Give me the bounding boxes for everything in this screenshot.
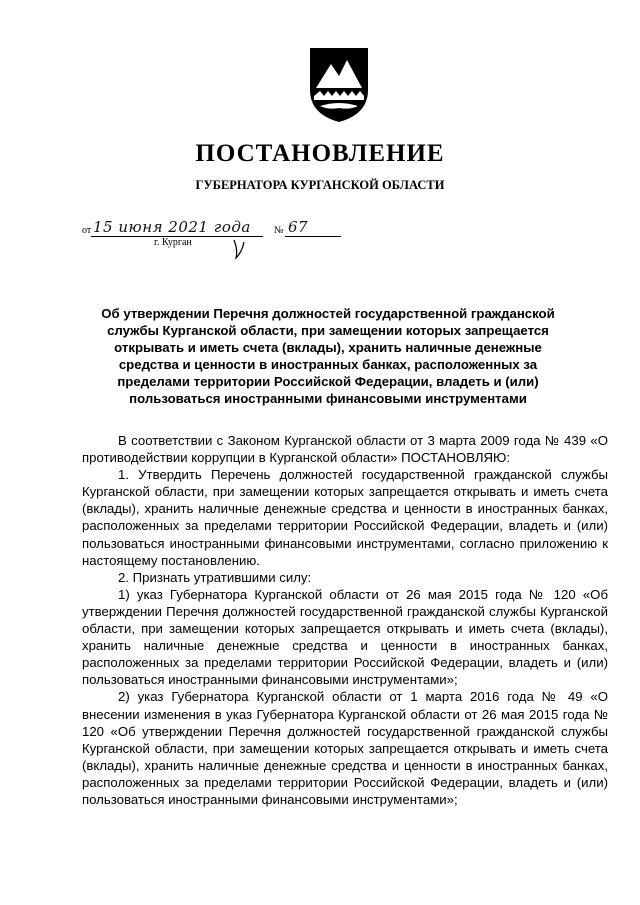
paragraph-subitem-2: 2) указ Губернатора Курганской области от 1 марта 2016 года № 49 «О внесении изменения в указ Губернатора Курганской области от 26 мая 2015 года № 120 «Об утверждении Перечня должностей государственной гражданской службы Курганской области, при замещении которых запрещается открывать и иметь счета (вклады), хранить наличные денежные средства и ценности в иностранных банках, расположенных за пределами территории Российской Федерации, владеть и (или) пользоваться иностранными финансовыми инструментами»;: [82, 689, 608, 807]
handwritten-date: 15 июня 2021 года: [93, 218, 251, 236]
document-heading: Об утверждении Перечня должностей государственной гражданской службы Курганской области, при замещении которых запрещается открывать и иметь счета (вклады), хранить наличные денежные средства и ценности в иностранных банках, расположенных за пределами территории Российской Федерации, владеть и (или) пользоваться иностранными финансовыми инструментами: [101, 306, 555, 406]
document-body: [82, 432, 608, 808]
number-label: №: [274, 225, 284, 236]
date-number-line: [82, 218, 362, 258]
paragraph-item-2: 2. Признать утратившими силу:: [118, 569, 312, 585]
page-subtitle: ГУБЕРНАТОРА КУРГАНСКОЙ ОБЛАСТИ: [195, 178, 445, 192]
paragraph-item-1: 1. Утвердить Перечень должностей государственной гражданской службы Курганской области, при замещении которых запрещается открывать и иметь счета (вклады), хранить наличные денежные средства и ценности в иностранных банках, расположенных за пределами территории Российской Федерации, владеть и (или) пользоваться иностранными финансовыми инструментами, согласно приложению к настоящему постановлению.: [82, 467, 608, 568]
paragraph-subitem-1: 1) указ Губернатора Курганской области от 26 мая 2015 года № 120 «Об утверждении Перечня должностей государственной гражданской службы Курганской области, при замещении которых запрещается открывать и иметь счета (вклады), хранить наличные денежные средства и ценности в иностранных банках, расположенных за пределами территории Российской Федерации, владеть и (или) пользоваться иностранными финансовыми инструментами»;: [82, 586, 608, 688]
coat-of-arms-icon: [304, 44, 374, 124]
city-label: г. Курган: [154, 237, 192, 248]
paragraph-preamble: В соответствии с Законом Курганской области от 3 марта 2009 года № 439 «О противодействии коррупции в Курганской области» ПОСТАНОВЛЯЮ:: [82, 433, 608, 466]
number-underline: [285, 236, 341, 237]
handwritten-number: 67: [288, 218, 309, 236]
pen-stroke-icon: [232, 238, 248, 260]
page-title: ПОСТАНОВЛЕНИЕ: [195, 140, 445, 167]
date-prefix: от: [82, 225, 92, 236]
